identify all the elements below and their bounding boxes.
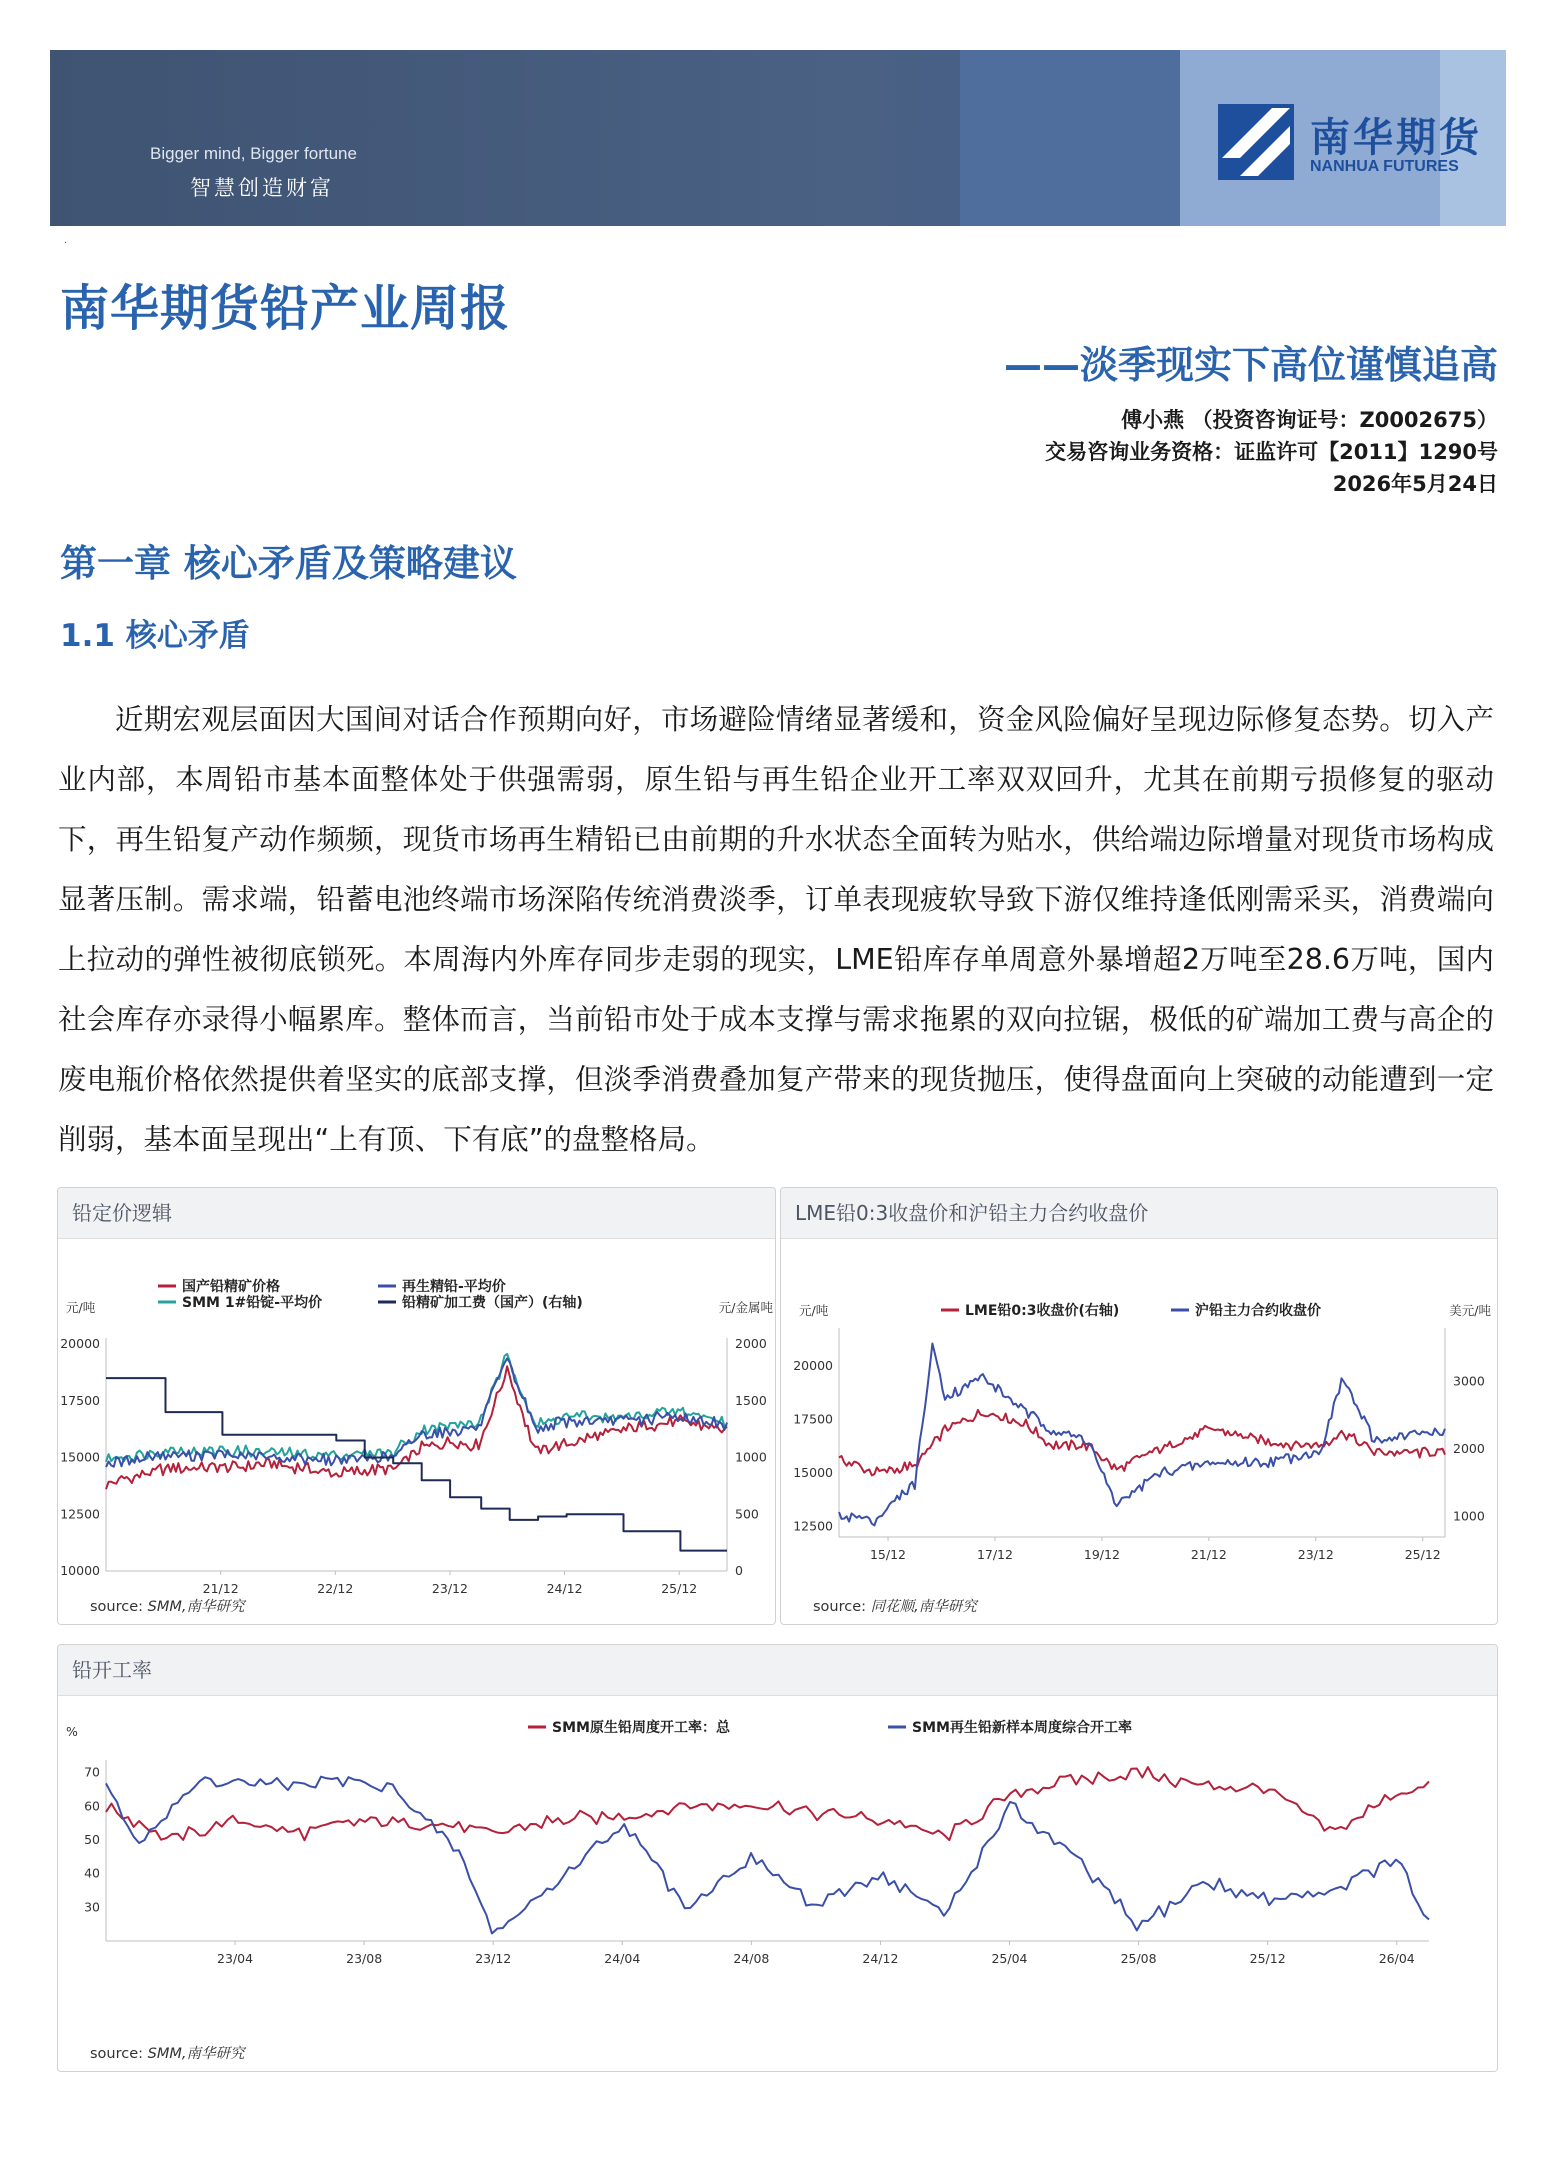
y-tick-label-right: 0 [735, 1563, 743, 1578]
report-subtitle: ——淡季现实下高位谨慎追高 [1003, 343, 1498, 387]
y-tick-label-left: 12500 [60, 1506, 100, 1522]
y-tick-label-right: 1000 [735, 1449, 767, 1465]
series-line [106, 1354, 727, 1462]
y-unit-right: 美元/吨 [1449, 1303, 1491, 1318]
chart-price-comparison [781, 1239, 1497, 1624]
legend-label: LME铅0:3收盘价(右轴) [965, 1303, 1120, 1319]
chart-panel-title: 铅定价逻辑 [58, 1188, 775, 1239]
legend-label: 国产铅精矿价格 [182, 1279, 280, 1295]
banner-block [960, 50, 1180, 226]
x-tick-label: 21/12 [202, 1581, 239, 1596]
y-tick-label-right: 2000 [1453, 1441, 1485, 1457]
y-tick-label-right: 1500 [735, 1392, 767, 1408]
author-block [1045, 404, 1498, 500]
y-tick-label-left: 30 [84, 1899, 100, 1915]
y-tick-label-left: 50 [84, 1832, 100, 1848]
y-tick-label-left: 12500 [793, 1518, 833, 1534]
y-unit-left: 元/吨 [799, 1303, 829, 1318]
y-tick-label-right: 500 [735, 1506, 759, 1522]
chart-operating-rate [58, 1696, 1497, 2071]
y-tick-label-right: 2000 [735, 1336, 767, 1351]
chart-panel-operating-rate [57, 1644, 1498, 2072]
legend-label: 再生精铅-平均价 [402, 1279, 506, 1295]
y-tick-label-left: 15000 [793, 1464, 833, 1480]
x-tick-label: 25/04 [991, 1951, 1028, 1966]
x-tick-label: 22/12 [317, 1581, 354, 1596]
x-tick-label: 21/12 [1190, 1547, 1227, 1562]
chart-panel-price-comparison [780, 1187, 1498, 1625]
x-tick-label: 24/08 [733, 1951, 770, 1966]
company-logo [1218, 104, 1506, 184]
slogan-chinese: 智慧创造财富 [190, 176, 334, 200]
chart-panel-title: 铅开工率 [58, 1645, 1497, 1696]
y-tick-label-left: 40 [84, 1865, 100, 1881]
x-tick-label: 24/04 [604, 1951, 641, 1966]
report-title: 南华期货铅产业周报 [60, 280, 511, 337]
page-marker: · [64, 238, 68, 249]
y-unit-left: % [66, 1724, 78, 1739]
x-tick-label: 23/12 [1297, 1547, 1334, 1562]
header-banner [50, 50, 1506, 226]
y-tick-label-left: 20000 [793, 1358, 833, 1374]
y-tick-label-left: 70 [84, 1764, 100, 1780]
series-line [106, 1378, 727, 1551]
series-line [839, 1410, 1445, 1475]
y-tick-label-right: 3000 [1453, 1373, 1485, 1389]
y-tick-label-left: 17500 [60, 1392, 100, 1408]
series-line [106, 1366, 727, 1489]
report-date: 2026年5月24日 [1332, 472, 1498, 496]
section-heading: 1.1 核心矛盾 [60, 618, 250, 654]
x-tick-label: 25/12 [1404, 1547, 1441, 1562]
x-tick-label: 19/12 [1083, 1547, 1120, 1562]
series-line [106, 1767, 1429, 1840]
y-tick-label-left: 60 [84, 1798, 100, 1814]
x-tick-label: 24/12 [546, 1581, 583, 1596]
license-line: 交易咨询业务资格：证监许可【2011】1290号 [1045, 440, 1498, 464]
x-tick-label: 17/12 [976, 1547, 1013, 1562]
x-tick-label: 24/12 [862, 1951, 899, 1966]
chapter-heading: 第一章 核心矛盾及策略建议 [60, 542, 517, 585]
y-tick-label-left: 10000 [60, 1563, 100, 1578]
x-tick-label: 23/08 [346, 1951, 383, 1966]
legend-label: SMM原生铅周度开工率：总 [552, 1720, 730, 1736]
legend-label: SMM再生铅新样本周度综合开工率 [912, 1720, 1132, 1736]
y-tick-label-left: 15000 [60, 1449, 100, 1465]
x-tick-label: 23/12 [431, 1581, 468, 1596]
chart-source: source: SMM,南华研究 [90, 2046, 245, 2062]
legend-label: SMM 1#铅锭-平均价 [182, 1295, 323, 1311]
x-tick-label: 25/12 [1249, 1951, 1286, 1966]
x-tick-label: 15/12 [869, 1547, 907, 1562]
legend-label: 铅精矿加工费（国产）(右轴) [402, 1295, 583, 1311]
y-tick-label-left: 17500 [793, 1411, 833, 1427]
chart-pricing-logic [58, 1239, 775, 1624]
legend-label: 沪铅主力合约收盘价 [1195, 1303, 1321, 1319]
chart-source: source: 同花顺,南华研究 [813, 1599, 977, 1615]
x-tick-label: 25/12 [661, 1581, 698, 1596]
x-tick-label: 23/12 [475, 1951, 512, 1966]
series-line [106, 1777, 1429, 1934]
slogan-english: Bigger mind, Bigger fortune [150, 144, 357, 163]
chart-panel-title: LME铅0:3收盘价和沪铅主力合约收盘价 [781, 1188, 1497, 1239]
logo-text-en: NANHUA FUTURES [1310, 158, 1459, 175]
y-unit-left: 元/吨 [66, 1300, 96, 1315]
logo-text-cn: 南华期货 [1310, 115, 1482, 161]
body-paragraph: 近期宏观层面因大国间对话合作预期向好，市场避险情绪显著缓和，资金风险偏好呈现边际修复态势。切入产业内部，本周铅市基本面整体处于供强需弱，原生铅与再生铅企业开工率双双回升，尤其在前期亏损修复的驱动下，再生铅复产动作频频，现货市场再生精铅已由前期的升水状态全面转为贴水，供给端边际增量对现货市场构成显著压制。需求端，铅蓄电池终端市场深陷传统消费淡季，订单表现疲软导致下游仅维持逢低刚需采买，消费端向上拉动的弹性被彻底锁死。本周海内外库存同步走弱的现实，LME铅库存单周意外暴增超2万吨至28.6万吨，国内社会库存亦录得小幅累库。整体而言，当前铅市处于成本支撑与需求拖累的双向拉锯，极低的矿端加工费与高企的废电瓶价格依然提供着坚实的底部支撑，但淡季消费叠加复产带来的现货抛压，使得盘面向上突破的动能遭到一定削弱，基本面呈现出“上有顶、下有底”的盘整格局。 [58, 703, 1494, 1156]
chart-source: source: SMM,南华研究 [90, 1599, 245, 1615]
x-tick-label: 26/04 [1378, 1951, 1415, 1966]
author-line: 傅小燕 （投资咨询证号：Z0002675） [1121, 408, 1498, 432]
x-tick-label: 23/04 [217, 1951, 254, 1966]
logo-mark-icon [1218, 104, 1294, 180]
y-unit-right: 元/金属吨 [718, 1300, 773, 1315]
x-tick-label: 25/08 [1120, 1951, 1157, 1966]
y-tick-label-left: 20000 [60, 1336, 100, 1351]
chart-panel-pricing-logic [57, 1187, 776, 1625]
y-tick-label-right: 1000 [1453, 1508, 1485, 1524]
